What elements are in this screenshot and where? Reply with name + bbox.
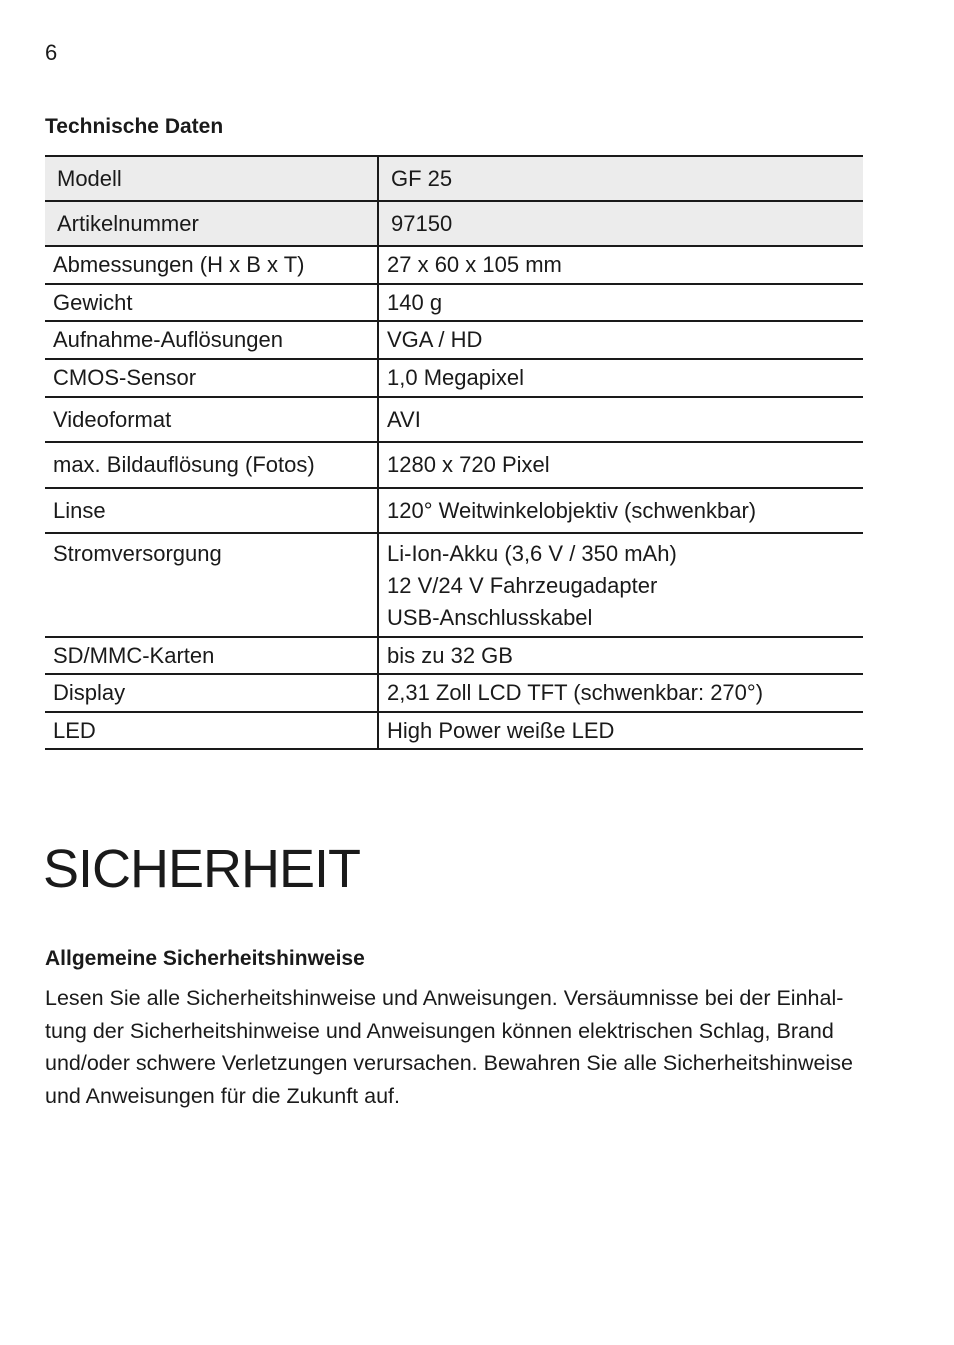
table-row <box>45 488 863 533</box>
spec-key-display: Display <box>45 674 378 712</box>
spec-value-sd-mmc-cards: bis zu 32 GB <box>378 637 863 674</box>
spec-key-article-number: Artikelnummer <box>45 201 378 246</box>
table-row <box>45 321 863 359</box>
table-row <box>45 156 863 201</box>
spec-key-lens: Linse <box>45 488 378 533</box>
table-row <box>45 201 863 246</box>
table-row <box>45 397 863 442</box>
table-row <box>45 533 863 637</box>
spec-value-max-image-resolution: 1280 x 720 Pixel <box>378 442 863 488</box>
page-number: 6 <box>45 40 58 65</box>
spec-value-dimensions: 27 x 60 x 105 mm <box>378 246 863 284</box>
table-row <box>45 246 863 284</box>
paragraph-line: und/oder schwere Verletzungen verursachen. Bewahren Sie alle Sicherheitshinweise <box>45 1051 853 1075</box>
table-row <box>45 712 863 749</box>
spec-value-weight: 140 g <box>378 284 863 321</box>
paragraph-line: Lesen Sie alle Sicherheitshinweise und Anweisungen. Versäumnisse bei der Einhal- <box>45 986 844 1010</box>
spec-value-lens: 120° Weitwinkelobjektiv (schwenkbar) <box>378 488 863 533</box>
table-row <box>45 359 863 397</box>
spec-value-model: GF 25 <box>378 156 863 201</box>
spec-key-video-format: Videoformat <box>45 397 378 442</box>
safety-subheading: Allgemeine Sicherheitshinweise <box>45 947 365 970</box>
spec-key-resolutions: Aufnahme-Auflösungen <box>45 321 378 359</box>
power-supply-line: 12 V/24 V Fahrzeugadapter <box>387 573 658 598</box>
power-supply-line: Li-Ion-Akku (3,6 V / 350 mAh) <box>387 541 677 566</box>
spec-value-resolutions: VGA / HD <box>378 321 863 359</box>
spec-table <box>45 155 863 750</box>
power-supply-line: USB-Anschlusskabel <box>387 605 593 630</box>
safety-heading: SICHERHEIT <box>43 839 361 899</box>
spec-value-power-supply <box>378 533 863 637</box>
section-title-technical-data: Technische Daten <box>45 115 224 138</box>
spec-value-cmos-sensor: 1,0 Megapixel <box>378 359 863 397</box>
paragraph-line: und Anweisungen für die Zukunft auf. <box>45 1083 400 1108</box>
table-row <box>45 674 863 712</box>
safety-paragraph <box>45 982 875 1112</box>
table-row <box>45 442 863 488</box>
spec-key-model: Modell <box>45 156 378 201</box>
table-row <box>45 637 863 674</box>
spec-key-power-supply: Stromversorgung <box>45 533 378 637</box>
spec-key-max-image-resolution: max. Bildauflösung (Fotos) <box>45 442 378 488</box>
spec-key-weight: Gewicht <box>45 284 378 321</box>
spec-key-led: LED <box>45 712 378 749</box>
spec-value-video-format: AVI <box>378 397 863 442</box>
spec-key-dimensions: Abmessungen (H x B x T) <box>45 246 378 284</box>
spec-value-display: 2,31 Zoll LCD TFT (schwenkbar: 270°) <box>378 674 863 712</box>
table-row <box>45 284 863 321</box>
paragraph-line: tung der Sicherheitshinweise und Anweisungen können elektrischen Schlag, Brand <box>45 1018 834 1043</box>
spec-key-sd-mmc-cards: SD/MMC-Karten <box>45 637 378 674</box>
spec-key-cmos-sensor: CMOS-Sensor <box>45 359 378 397</box>
spec-value-led: High Power weiße LED <box>378 712 863 749</box>
spec-value-article-number: 97150 <box>378 201 863 246</box>
